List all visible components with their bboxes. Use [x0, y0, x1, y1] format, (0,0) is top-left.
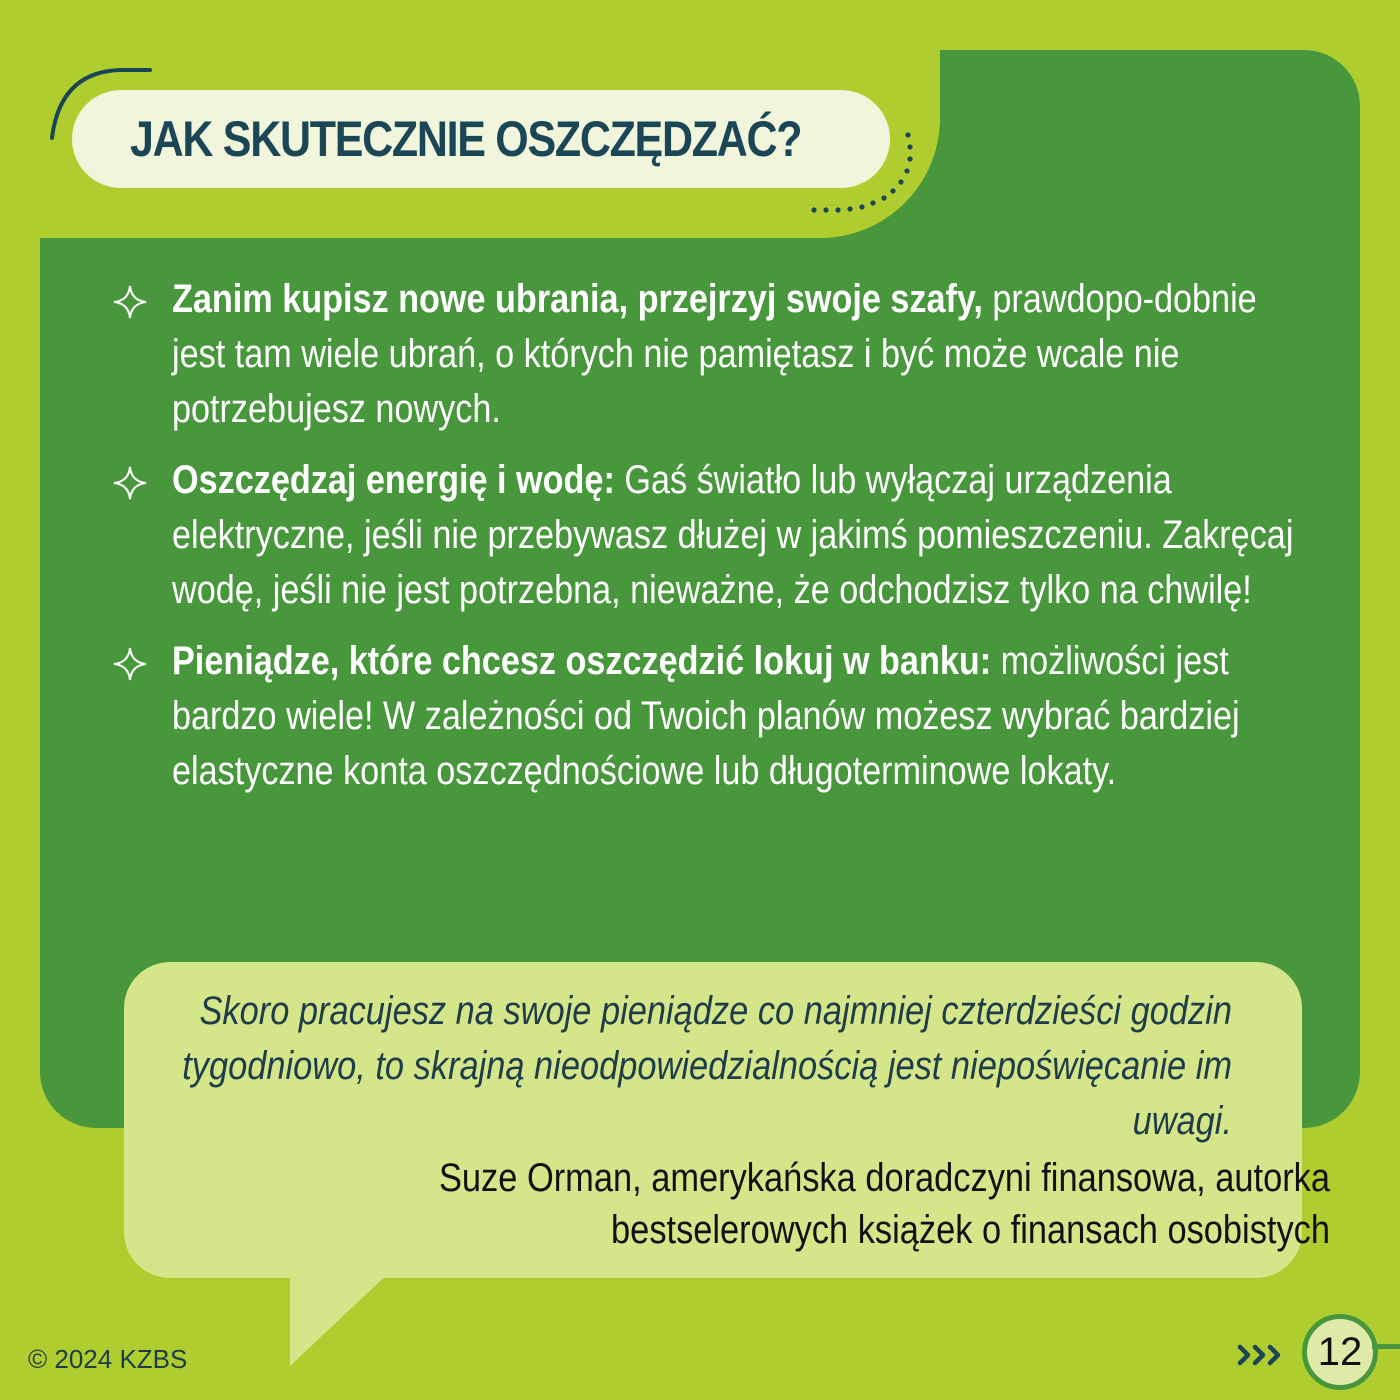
page-title: JAK SKUTECZNIE OSZCZĘDZAĆ?: [130, 111, 802, 167]
page-number-label: 12: [1317, 1329, 1363, 1374]
list-item-text: [172, 272, 1301, 437]
list-item-body: prawdopo-dobnie jest tam wiele ubrań, o których nie pamiętasz i być może wcale nie potrzebujesz nowych.: [172, 277, 1257, 431]
quote-bubble-tail: [280, 1270, 400, 1370]
tips-list: [112, 272, 1332, 815]
list-item-bold: Zanim kupisz nowe ubrania, przejrzyj swoje szafy,: [172, 277, 983, 321]
list-item-bold: Oszczędzaj energię i wodę:: [172, 458, 615, 502]
triple-chevron-right-icon[interactable]: [1236, 1338, 1286, 1372]
quote-text: Skoro pracujesz na swoje pieniądze co najmniej czterdzieści godzin tygodniowo, to skrajną nieodpowiedzialnością jest niepoświęcanie im uwagi.: [182, 989, 1232, 1143]
title-pill: [72, 90, 890, 188]
sparkle-star-icon: [112, 465, 148, 501]
page-number: [1302, 1314, 1378, 1390]
copyright: © 2024 KZBS: [28, 1344, 188, 1374]
list-item-bold: Pieniądze, które chcesz oszczędzić lokuj w banku:: [172, 639, 992, 683]
list-item: [112, 634, 1332, 799]
list-item: [112, 453, 1332, 618]
list-item-body: możliwości jest bardzo wiele! W zależności od Twoich planów możesz wybrać bardziej elastyczne konta oszczędnościowe lub długoterminowe lokaty.: [172, 639, 1240, 793]
list-item-text: [172, 453, 1301, 618]
list-item-body: Gaś światło lub wyłączaj urządzenia elektryczne, jeśli nie przebywasz dłużej w jakimś pomieszczeniu. Zakręcaj wodę, jeśli nie jest potrzebna, nieważne, że odchodzisz tylko na chwilę!: [172, 458, 1294, 612]
sparkle-star-icon: [112, 284, 148, 320]
list-item: [112, 272, 1332, 437]
quote-author: Suze Orman, amerykańska doradczyni finansowa, autorka bestselerowych książek o finansach osobistych: [438, 1156, 1330, 1252]
sparkle-star-icon: [112, 646, 148, 682]
list-item-text: [172, 634, 1301, 799]
page-number-connector: [1372, 1344, 1400, 1349]
